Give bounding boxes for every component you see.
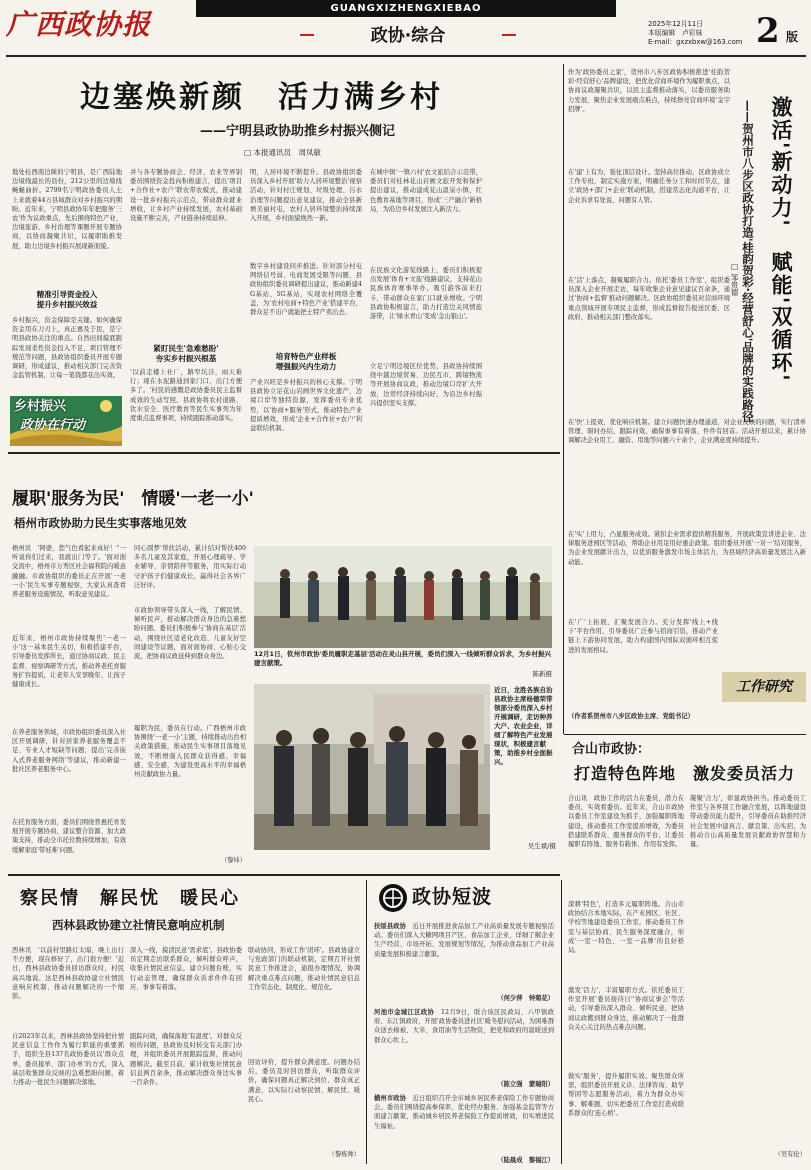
article1-subtitle: ——宁明县政协助推乡村振兴侧记 [200,124,396,139]
page-editor: 本版编辑 卢彩妹 [648,29,703,37]
side-para-1: 作为'政协委员之家'，贺州市八步区政协积极推进'桂韵贺彩·经营舒心'品牌建设，把优化营商环境作为履职重点，以协商议政凝聚共识，以民主监督推动落实，以委员服务助力发展，聚焦企业发展痛点难点，持续擦亮营商环境'金字招牌'。 [568,69,730,113]
masthead-rule [6,55,806,57]
article2-para-7: 履职为民，委员在行动。广西梧州市政协围绕'一老一小'主题，持续推动出台相关政策措施，推动民生实事项目落地见效，不断增强人民群众获得感、幸福感、安全感，为建设更高水平的幸福梧州贡献政协力量。 [134,725,246,779]
brief-title: 河池市金城江区政协 [374,1009,435,1016]
article3-para-5: 凝聚'合力'，彰显政协担当。推动委员工作室与各界别工作融合发展，以阵地建设带动委员能力提升，引导委员在助推经济社会发展中建真言、献良策、出实招，为推动合山高质量发展贡献政协智慧和力量。 [690,795,806,849]
article3-title: 打造特色阵地 激发委员活力 [574,764,796,783]
article1-subhead-3: 培育特色产业样板 增强振兴内生动力 [275,352,337,371]
side-article-byline: □ 邹贵德 [730,262,739,296]
briefs-logo-icon [378,883,408,913]
side-para-6: 在'广'上拓展，汇聚发展合力。充分发挥'线上+线下'平台作用，引导委员广泛参与招商引资，推动产业链上下游协同发展，助力构建国内国际双循环相互促进的发展格局。 [568,619,718,654]
side-para-2: 在'建'上有为，强化顶层设计。坚持高位推动，区政协成立工作专班，制定实施方案，明确任务分工和时间节点，建立'政协+部门+企业'联动机制，搭建常态化沟通平台，让企业诉求有处说、问题有人管。 [568,169,730,204]
brief-author: （陆晨成 黎福江） [497,1157,554,1164]
header-ornament-right [502,34,516,36]
brief-item [374,1094,554,1166]
side-article-subtitle: ——贺州市八步区政协打造'桂韵贺彩·经营舒心'品牌的实践路径 [741,100,755,422]
brief-title: 横州市政协 [374,1095,407,1102]
article1-para-3: 并与各专题协商会、经济、农业等界别委员围绕资金投向积极建言，提出'项目+合作社+农户'联农带农模式，推动建设一批乡村振兴示范点，带动群众就业增收，让乡村产业持续发展，农村基础设施不断完善，产业链条持续延伸。 [130,169,242,223]
brief-author: （何少萍 钟菊花） [497,995,554,1002]
article2-para-2: 近年来，梧州市政协持续聚焦'一老一小'这一基本民生关切，积极搭建平台，引导委员发挥所长，通过协商议政、民主监督、视察调研等方式，推动养老托育服务扩容提质，让老年人安享晚年、让孩子健康成长。 [12,635,126,689]
article4-para-5: 联动协同，形成工作'闭环'。县政协建立与党政部门的联动机制，定期召开社情民意工作推进会，通报办理情况，协调解决重点难点问题，推动社情民意信息工作常态化、制度化、规范化。 [248,947,360,991]
article1-para-5: 明，人居环境不断提升。县政协组织委员深入乡村开展'助力人居环境整治'视察活动，针对村庄规划、垃圾处理、污水治理等问题提出意见建议，推动全县新增美丽村屯，农村人居环境整治持续深入开展，乡村面貌焕然一新。 [250,169,362,223]
article3-para-4: 做实'服务'，提升履职实效。聚焦群众所需，组织委员开展义诊、法律咨询、助学帮困等志愿服务活动，着力为群众办实事、解难题，切实把委员工作室打造成联系群众的'连心桥'。 [568,1073,684,1117]
masthead [0,0,811,60]
divider-briefs-left [366,880,367,1164]
divider-article3-top [564,734,806,735]
article4-byline: （黎栋帅） [328,1151,360,1158]
article2-byline: （黎炜） [220,857,246,864]
article2-para-6: 市政协领导带头深入一线，了解民情、倾听民声，推动解决群众身边的急难愁盼问题。委员们积极参与'协商在基层'活动，围绕社区适老化改造、儿童友好空间建设等议题，面对面协商、心贴心交流，把协商议政延伸到群众身边。 [134,607,246,661]
brief-text [374,1094,554,1156]
page-unit: 版 [786,30,799,44]
article2-para-3: 在养老服务领域，市政协组织委员深入社区开展调研，针对居家养老服务覆盖不足、专业人才短缺等问题，提出'完善嵌入式养老服务网络'等建议，推动新建一批社区养老服务中心。 [12,729,126,773]
photo2-credit: 吴生斌/摄 [527,842,556,850]
article1-subhead-1: 精准引导资金投入 提升乡村振兴效益 [36,290,98,309]
work-research-label: 工作研究 [736,679,792,695]
article1-para-9: 立足宁明边境区位优势，县政协持续围绕中越边境贸易、边民互市、跨境物流等开展协商议政，推动边境口岸扩大开放，边贸经济持续向好，为沿边乡村振兴提供坚实支撑。 [370,363,482,407]
article3-title-small: 合山市政协： [572,742,651,757]
article1-para-7: 在城中镇'一镇六村'农文旅结合示范带，委员们对桂林花山岩画文旅开发和保护提出建议，推动建成花山温泉小镇、红色教育基地等项目，形成'三产融合'新格局，为沿边乡村发展注入新活力。 [370,169,482,213]
brief-text [374,922,554,994]
side-para-4: 在'快'上提效，优化响应机制。建立问题快速办理通道，对企业反映的问题，实行清单管理、限时办结、跟踪问效，确保事事有着落、件件有回音。活动开展以来，累计协调解决企业用工、融资、用地等问题六十余个，企业满意度持续提升。 [568,419,806,445]
article1-para-1: 地处桂西南边陲的宁明县，是广西陆地边境线最长的县份，212公里的边境线蜿蜒曲折。2799名宁明政协委员人土上来就着44万县域群众对乡村振兴的期盼。近年来，宁明县政协年年把服务'三农'作为议政重点，先后围绕特色产业、边境旅游、乡村治理等课题开展专题协商，以协商凝聚共识，以履职助推发展，助力边境乡村振兴展现新面貌。 [12,169,122,250]
side-para-3: 在'活'上落点，凝聚履职合力。依托'委员工作室'，组织委员深入企业开展走访，每年收集企业意见建议百余条，通过'协商+监督'推动问题解决。区政协组织委员对营商环境重点领域开展专项民主监督，形成监督报告报送区委、区政府，推动相关部门整改落实。 [568,277,730,321]
photo1-caption: 12月1日，钦州市政协'委员履职走基层'活动在灵山县开展，委员们深入一线倾听群众诉求，为乡村振兴建言献策。 [254,650,552,667]
article1-para-6: 数字乡村建设同步推进。针对部分村屯网络信号弱、电商发展受限等问题，县政协组织委员调研提出建议，推动新建4G基站、5G基站，实现农村网络全覆盖，为'农村电商+特色产业'搭建平台，群众足不出户就能把土特产卖出去。 [250,263,362,317]
divider-briefs-right [561,880,562,1164]
article4-para-6: 回访评价，提升群众满意度。问题办结后，委员及时回访群众，听取群众评价，确保问题真正解决到位、群众真正满意，以实际行动察民情、解民忧、暖民心。 [248,1059,360,1103]
rural-revitalization-banner [10,396,122,446]
banner-line-1: 乡村振兴 [14,399,67,414]
divider-article2-bottom [8,874,560,876]
photo2-caption: 近日，龙胜各族自治县政协主席杨德荣带领部分委员深入乡村开展调研，走访种养大户、农业企业，详细了解特色产业发展现状，积极建言献策，助推乡村全面振兴。 [494,686,553,766]
article4-para-1: 西林讯 '以前村里路灯太暗，晚上出行不方便，现在修好了，出门很方便！'近日，西林县政协委员回访群众时，村民高兴地说。这是西林县政协建立社情民意响应机制、推动问题解决的一个缩影。 [12,947,124,1001]
banner-line-2: 政协在行动 [20,418,86,433]
divider-article1-bottom [8,452,560,454]
header-pinyin: GUANGXIZHENGXIEBAO [330,3,482,14]
brief-body: 近日组织召开全市城乡居民养老保险工作专题协商会。委员们围绕提高参保率、优化经办服务、加强基金监管等方面建言献策，推动城乡居民养老保险工作提质增效，切实增进民生福祉。 [374,1095,554,1130]
article2-title: 履职'服务为民' 情暖'一老一小' [12,489,254,509]
brief-item [374,1008,554,1090]
article4-title: 察民情 解民忧 暖民心 [20,888,240,909]
article3-byline: （吴有伦） [774,1151,806,1158]
brief-item [374,922,554,1004]
side-byline-end: （作者系贺州市八步区政协主席、党组书记） [568,713,694,720]
article3-para-1: 合山讯 政协工作的活力在委员，潜力在委员，实效看委员。近年来，合山市政协以委员工作室建设为抓手，加强履职阵地建设，推动委员工作室提质增效，为委员搭建联系群众、服务群众的平台，让委员履职有阵地、服务有载体、作用有发挥。 [568,795,684,849]
article4-para-3: 深入一线，摸清民意'需求底'。县政协委员定期走访联系群众，倾听群众呼声，收集社情民意信息，建立问题台账，实行动态管理，确保群众诉求件件有回应、事事有着落。 [130,947,242,991]
article1-byline: □ 本报通讯员 周凤敏 [244,148,321,157]
side-article-title: 激活'新动力' 赋能'双循环' [769,96,793,383]
divider-side-column [563,64,564,734]
briefs-header-title: 政协短波 [412,886,493,908]
article1-title: 边塞焕新颜 活力满乡村 [80,80,443,115]
article1-subhead-2: 紧盯民生'急难愁盼' 夯实乡村振兴根基 [153,344,219,363]
article4-subtitle: 西林县政协建立社情民意响应机制 [52,918,225,932]
page-number: 2 [756,11,780,51]
issue-date: 2025年12月11日 [648,20,703,28]
article2-para-5: 同心圆梦'帮扶活动，累计结对帮扶400多名儿童及其家庭，开展心理疏导、学业辅导、亲情陪伴等服务，用实际行动守护孩子们健康成长，赢得社会各界广泛好评。 [134,545,246,589]
brief-title: 扶绥县政协 [374,923,407,930]
article1-para-2: 乡村振兴，资金保障是关键。如何确保资金用在刀刃上，真正惠及于民，是宁明县政协关注的重点。自然田间摸底跟踪发现柔性资金投入不足、项目管理不规范等问题，县政协组织委员开展专题调研，形成建议，推动相关部门完善资金监管机制，让每一笔钱都花出实效。 [12,317,122,380]
article2-para-1: 梧州讯 '阿婆，您气色看起来真好！''一听说你们过来，我就出门等了。'面对面交流中，梧州市万秀区社会福利院内暖意融融。市政协组织的委员正在开展'一老一小'民生实事专题视察，大家认真查看养老服务设施情况，听取意见建议。 [12,545,126,599]
photo-group-image [254,546,552,648]
briefs-header [374,880,554,916]
article1-para-4: '以前走楼上社厂，路窄坑洼，雨天难行；现在水泥路通到家门口，出门方便多了。'村民的感慨是政协委员民主监督成效的生动写照。县政协将农村道路、饮水安全、医疗教育等民生实事列为年度重点监督事项，持续跟踪推动落实。 [130,369,242,423]
article2-para-4: 在托育服务方面，委员们围绕普惠托育发展开展专题协商，建议整合资源、加大政策支持，推动全市托位数持续增加，有效缓解家庭'带娃难'问题。 [12,819,126,854]
brief-body: 近日开展推进食品加工产业高质量发展专题视察活动。委员们深入大糖网项目产区、食品加工企业，详细了解企业生产经营、市场开拓、发展规划等情况，为推动食品加工产业高质量发展积极建言献策。 [374,923,554,958]
brief-body: 12月9日，联合该区民政局、六甲镇政府、东江镇政府，开展'政协委员进社区'暖冬慰问活动，为困难群众送去棉被、大米、食用油等生活物资，把党和政府的温暖送到群众心坎上。 [374,1009,554,1044]
section-title: 政协·综合 [370,26,446,46]
photo1-credit: 陈新摄 [532,670,552,678]
article1-para-8: 在民族文化游览线路上，委员们积极提出发展'体育+文旅'线路建议，支持花山民族体育赛事举办，吸引游客前来打卡，带动群众在家门口就业增收。宁明县政协积极建言，助力打造边关风情旅游带，让'绿水青山'变成'金山银山'。 [370,267,482,321]
work-research-tag [722,672,806,702]
brief-author: （陈立强 蒙瑞阳） [497,1081,554,1088]
article4-para-2: 自2023年以来，西林县政协坚持把社情民意信息工作作为履行职能的重要抓手，组织全县137名政协委员以'群众点单、委员接单、部门办单'的方式，深入基层收集群众反映的急难愁盼问题，着力推动一批民生问题解决落地。 [12,1033,124,1087]
newspaper-logo: 广西政协报 [6,8,152,41]
article2-subtitle: 梧州市政协助力民生实事落地见效 [14,516,187,530]
editor-email: E-mail：gxzxbxw@163.com [648,38,743,46]
article3-para-2: 深耕'特色'，打造多元履职阵地。合山市政协结合本地实际，在产业园区、社区、学校等地建设委员工作室，推动委员工作室与基层协商、民生服务深度融合，形成'一室一特色、一室一品牌'的良好格局。 [568,901,684,955]
article4-para-4: 跟踪问效，确保落地'有温度'。对群众反映的问题，县政协及时转交有关部门办理，并组织委员开展跟踪监督，推动问题解决。截至目前，累计收集社情民意信息两百余条，推动解决群众身边实事一百余件。 [130,1033,242,1087]
side-para-5: 在'实'上用力，凸显服务成效。紧扣企业需求提供精准服务，开展政策宣讲进企业、法律服务进园区等活动，帮助企业用足用好惠企政策。组织委员开展'一对一'结对服务，为企业发展献计出力，以优质服务激发市场主体活力，为县域经济高质量发展注入新动能。 [568,531,806,566]
article3-para-3: 激发'活力'，丰富履职方式。依托委员工作室开展'委员接待日''协商议事会'等活动，引导委员深入群众、倾听民意，把协商议政搬到群众身边，推动解决了一批群众关心关注的热点难点问题。 [568,987,684,1031]
article1-para-10: 产业兴旺是乡村振兴的核心支撑。宁明县政协立足花山岩画世界文化遗产，边境口岸等独特资源，发挥委员专业优势，以'协商+服务'形式，推动特色产业提质增效，形成'企业+合作社+农户'利益联结机制。 [250,379,362,433]
header-ornament-left [300,34,314,36]
photo-indoor-image [254,684,490,850]
brief-text [374,1008,554,1080]
photo-longsheng-visit [254,684,490,850]
photo-qinzhou-visit [254,546,552,648]
